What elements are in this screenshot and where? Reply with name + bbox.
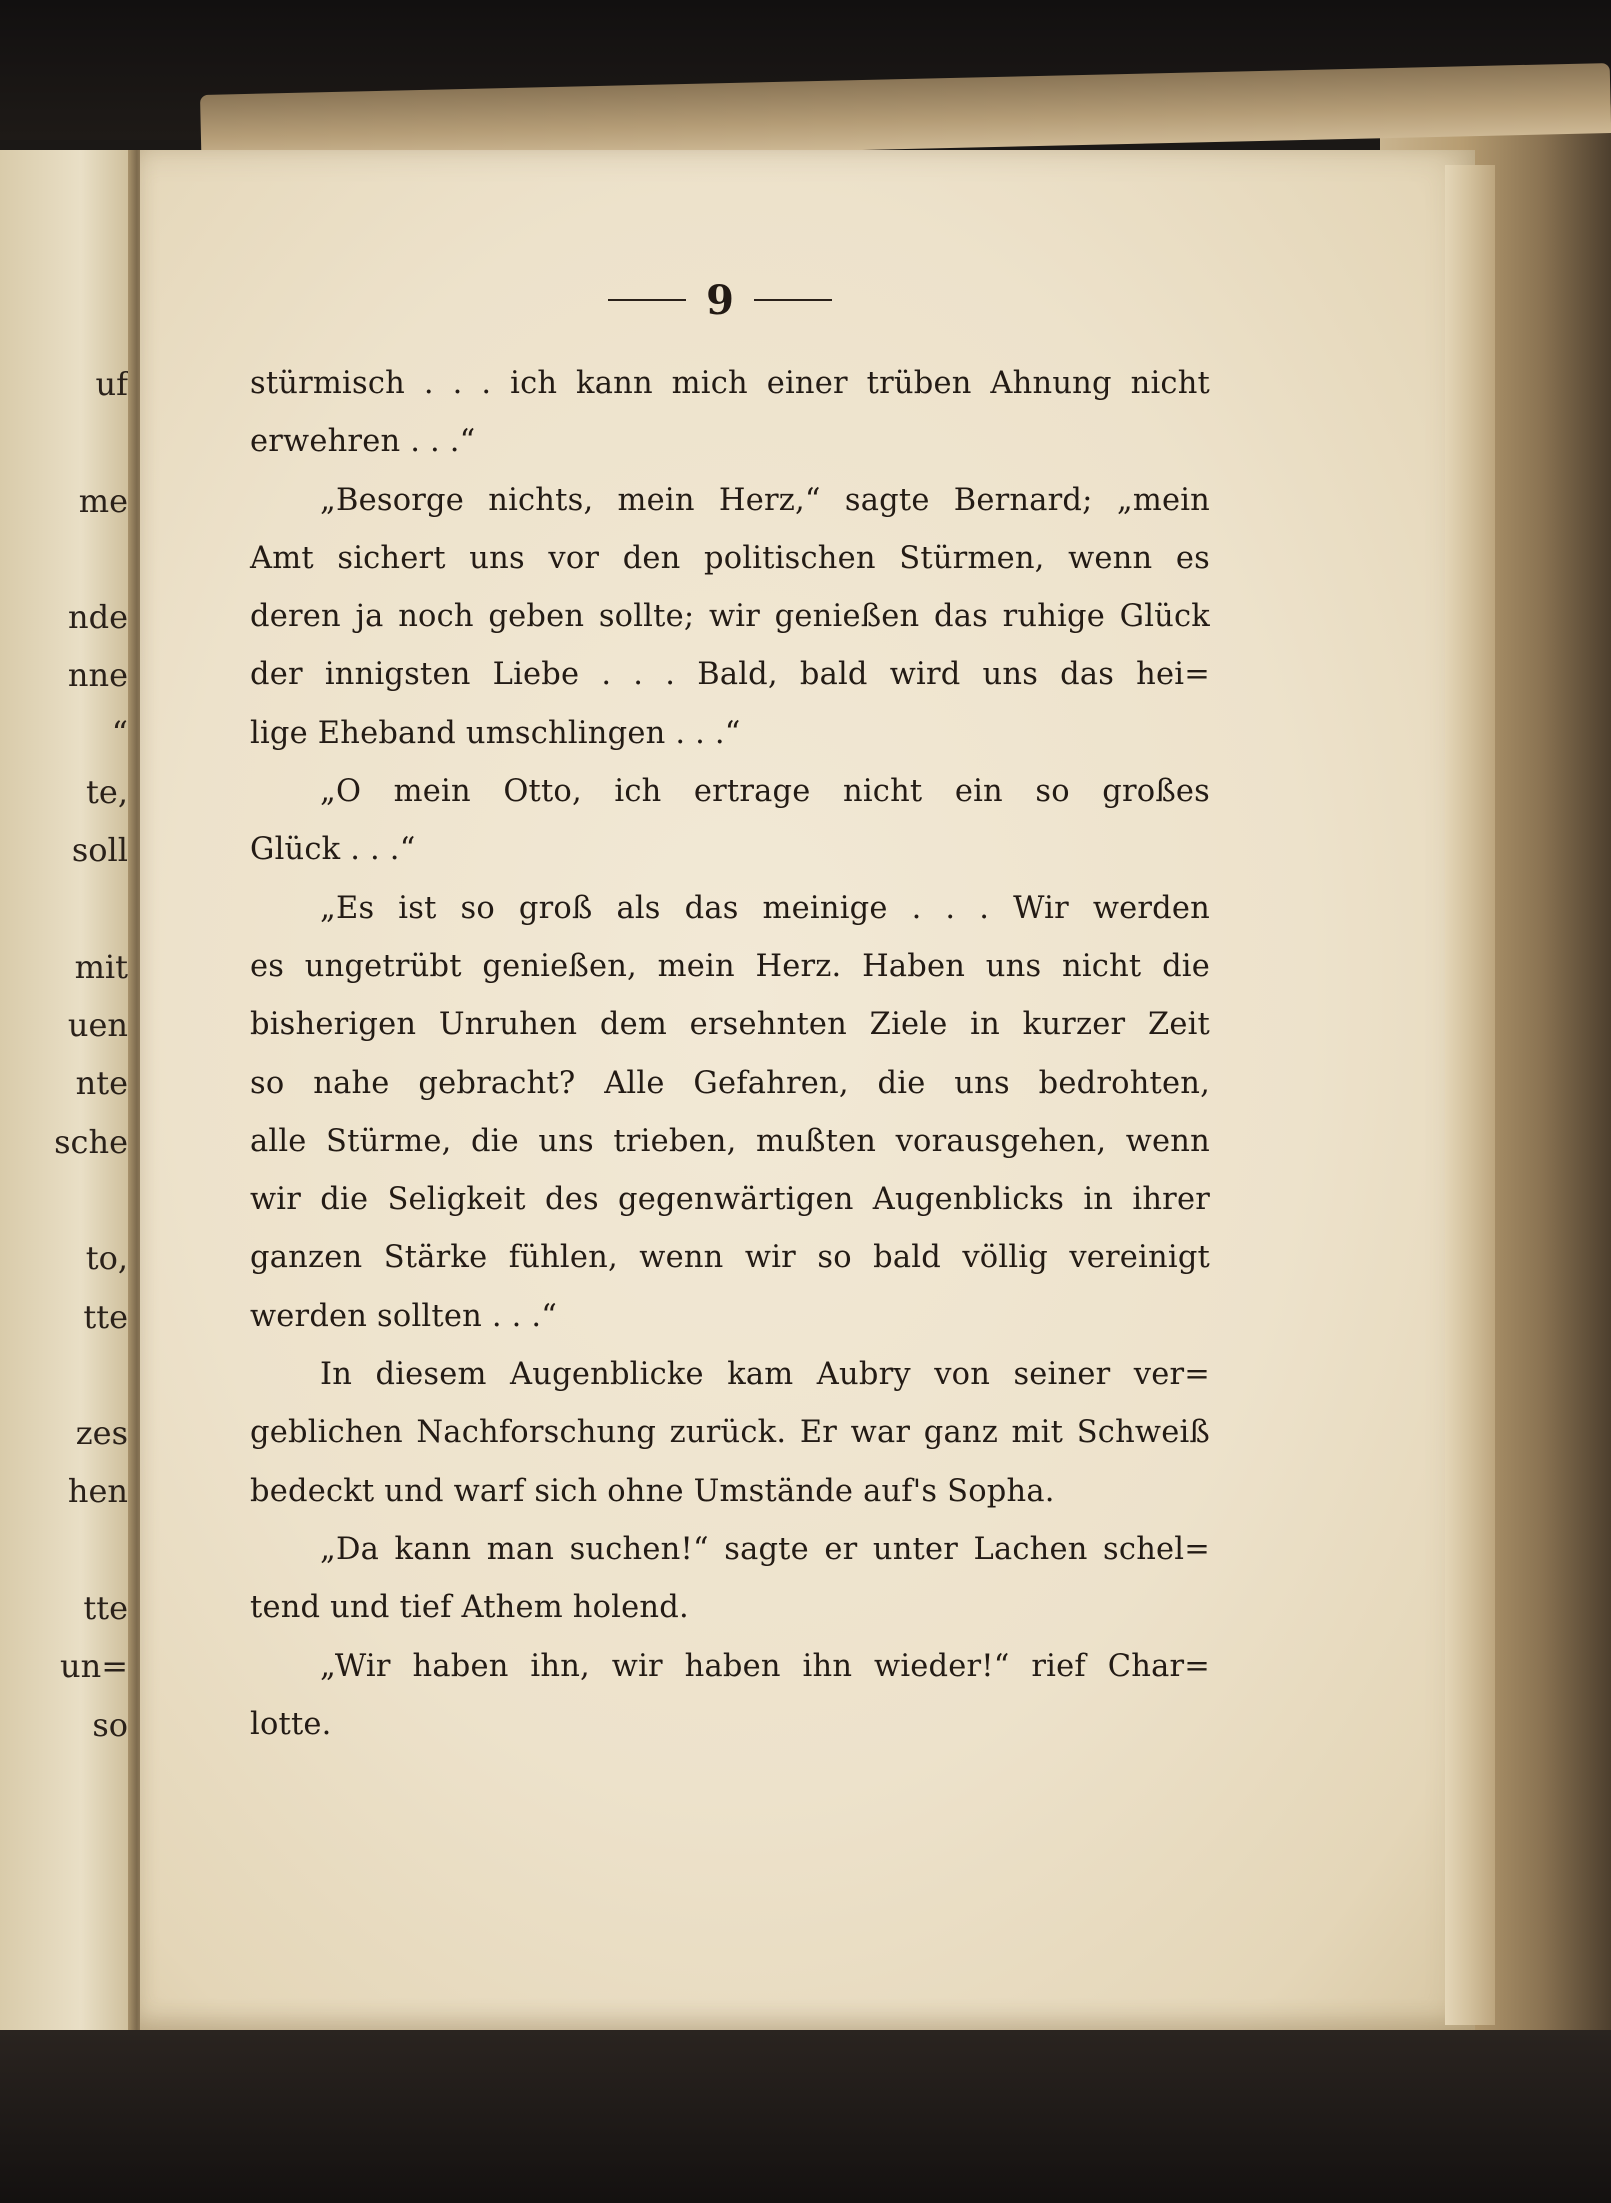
left-page-fragment: mit <box>74 948 128 986</box>
text-line: ganzen Stärke fühlen, wenn wir so bald völlig vereinigt <box>250 1240 1210 1276</box>
text-line: „Besorge nichts, mein Herz,“ sagte Bernard; „mein <box>320 482 1210 518</box>
text-line: tend und tief Athem holend. <box>250 1590 689 1626</box>
left-page-fragment: so <box>92 1706 128 1744</box>
header-rule-right <box>754 299 832 301</box>
text-line: es ungetrübt genießen, mein Herz. Haben uns nicht die <box>250 948 1210 984</box>
left-page-fragment: me <box>78 482 128 520</box>
text-line: Amt sichert uns vor den politischen Stürmen, wenn es <box>250 540 1210 576</box>
left-page-fragment: zes <box>75 1414 128 1452</box>
bottom-background <box>0 2030 1611 2203</box>
text-line: der innigsten Liebe . . . Bald, bald wird uns das hei= <box>250 657 1210 693</box>
left-page-fragment: nte <box>75 1064 128 1102</box>
text-line: alle Stürme, die uns trieben, mußten vorausgehen, wenn <box>250 1123 1210 1159</box>
left-page-fragment: un= <box>59 1647 128 1685</box>
left-page-fragment: sche <box>54 1123 128 1161</box>
text-line: „Wir haben ihn, wir haben ihn wieder!“ rief Char= <box>320 1648 1210 1684</box>
left-page-fragment: tte <box>83 1298 128 1336</box>
left-page-fragment: soll <box>71 831 128 869</box>
text-line: lotte. <box>250 1706 332 1742</box>
page-header <box>580 275 860 325</box>
text-line: „O mein Otto, ich ertrage nicht ein so großes <box>320 774 1210 810</box>
left-page-fragment: te, <box>86 773 128 811</box>
text-line: so nahe gebracht? Alle Gefahren, die uns bedrohten, <box>250 1065 1210 1101</box>
text-line: In diesem Augenblicke kam Aubry von seiner ver= <box>320 1357 1210 1393</box>
text-line: Glück . . .“ <box>250 832 416 868</box>
text-line: wir die Seligkeit des gegenwärtigen Augenblicks in ihrer <box>250 1182 1210 1218</box>
left-page-fragment: nne <box>67 656 128 694</box>
left-page-fragment: nde <box>67 598 128 636</box>
text-line: „Da kann man suchen!“ sagte er unter Lachen schel= <box>320 1531 1210 1567</box>
left-page-fragment: uf <box>95 365 128 403</box>
text-line: bedeckt und warf sich ohne Umstände auf's Sopha. <box>250 1473 1055 1509</box>
page-body-text <box>250 355 1210 1754</box>
left-page-fragment: to, <box>85 1239 128 1277</box>
header-rule-left <box>608 299 686 301</box>
text-line: bisherigen Unruhen dem ersehnten Ziele in kurzer Zeit <box>250 1007 1210 1043</box>
text-line: „Es ist so groß als das meinige . . . Wir werden <box>320 890 1210 926</box>
text-line: deren ja noch geben sollte; wir genießen das ruhige Glück <box>250 599 1210 635</box>
text-line: geblichen Nachforschung zurück. Er war ganz mit Schweiß <box>250 1415 1210 1451</box>
text-line: erwehren . . .“ <box>250 424 476 460</box>
page-number: 9 <box>706 276 734 324</box>
text-line: stürmisch . . . ich kann mich einer trüben Ahnung nicht <box>250 366 1210 401</box>
left-page-fragment: uen <box>67 1006 128 1044</box>
right-page-edge <box>1445 165 1495 2025</box>
left-page-fragment: hen <box>67 1472 128 1510</box>
left-page-fragment: “ <box>111 714 128 752</box>
text-line: lige Eheband umschlingen . . .“ <box>250 715 741 751</box>
left-page-fragment: tte <box>83 1589 128 1627</box>
text-line: werden sollten . . .“ <box>250 1298 558 1334</box>
